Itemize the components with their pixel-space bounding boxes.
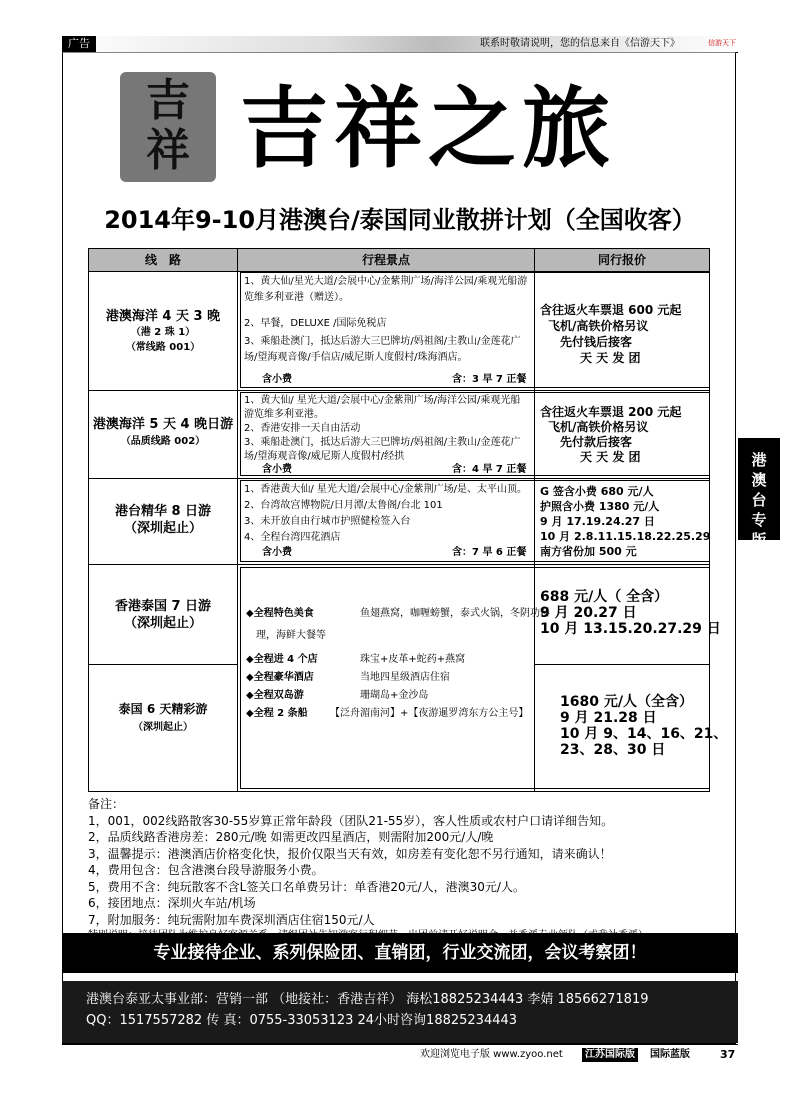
divider — [62, 1044, 738, 1045]
brand-title: 吉祥之旅 — [240, 76, 617, 180]
contact-panel — [62, 981, 738, 1043]
note-item: 4，费用包含：包含港澳台段导游服务小费。 — [88, 863, 324, 877]
route-code: （深圳起止） — [123, 616, 202, 631]
route-name: 港台精华 8 日游 — [114, 504, 212, 519]
feature-value: 鱼翅燕窝，咖喱螃蟹，泰式火锅，冬阴功料 — [360, 608, 550, 619]
route-name: 港澳海洋 5 天 4 晚日游 — [92, 417, 234, 432]
ad-tag: 广告 — [62, 36, 96, 52]
section-tab-char: 澳 — [751, 471, 767, 489]
price-line: 10 月 13.15.20.27.29 日 — [540, 621, 721, 637]
row-divider — [89, 478, 709, 479]
note-item: 2，品质线路香港房差：280元/晚 如需更改四星酒店，则需附加200元/人/晚 — [88, 830, 494, 844]
price-line: 含往返火车票退 600 元起 — [540, 303, 682, 317]
headline: 2014年9-10月港澳台/泰国同业散拼计划（全国收客） — [104, 206, 696, 234]
route-code: （常线路 001） — [125, 342, 201, 353]
price-line: 飞机/高铁价格另议 — [548, 319, 649, 333]
feature-item — [246, 670, 450, 686]
route-name: 香港泰国 7 日游 — [114, 599, 212, 614]
contact-line: 港澳台泰亚太事业部：营销一部 （地接社：香港吉祥） 海松18825234443 李婧 18566271819 — [86, 992, 649, 1007]
feature-label: ◆全程 2 条船 — [246, 708, 308, 719]
edition-label: 国际蓝版 — [650, 1049, 690, 1060]
section-tab-char: 台 — [751, 491, 767, 509]
route-code: （港 2 珠 1） — [130, 327, 196, 338]
price-line: 10 月 2.8.11.15.18.22.25.29 — [540, 530, 711, 543]
price-line: 10 月 9、14、16、21、 — [560, 726, 728, 742]
price-line: 护照含小费 1380 元/人 — [540, 500, 660, 513]
feature-label: ◆全程双岛游 — [246, 690, 304, 701]
itinerary-item: 3、未开放自由行城市护照健检签入台 — [244, 516, 411, 527]
feature-value: 当地四星级酒店住宿 — [360, 672, 450, 683]
itinerary-item: 2、香港安排一天自由活动 — [244, 423, 361, 434]
itinerary-item: 4、全程台湾四花酒店 — [244, 532, 341, 543]
edition-badge: 江苏国际版 — [582, 1048, 638, 1062]
price-line: 23、28、30 日 — [560, 742, 666, 758]
column-header-route: 线 路 — [144, 253, 181, 267]
route-code: （深圳起止） — [133, 722, 193, 733]
note-item: 7，附加服务：纯玩需附加车费深圳酒店住宿150元/人 — [88, 912, 375, 927]
price-line: 1680 元/人（全含） — [560, 694, 693, 710]
feature-item — [246, 606, 550, 622]
notes — [88, 796, 718, 945]
publication-logo: 信游天下 — [708, 39, 736, 47]
page-number: 37 — [720, 1048, 736, 1061]
route-code: （品质线路 002） — [120, 436, 206, 447]
feature-item — [246, 688, 429, 704]
route-code: （深圳起止） — [123, 521, 202, 536]
column-header-price: 同行报价 — [597, 253, 646, 267]
contact-line: QQ：1517557282 传 真：0755-33053123 24小时咨询18825234443 — [86, 1013, 518, 1028]
route-name: 泰国 6 天精彩游 — [118, 702, 208, 716]
feature-label: ◆全程豪华酒店 — [246, 672, 314, 683]
row-divider — [89, 664, 237, 665]
section-tab-char: 港 — [751, 451, 767, 469]
itinerary-item: 3、乘船赴澳门，抵达后游大三巴牌坊/妈祖阁/主教山/金莲花广场/望海观音像/手信店/威尼斯人度假村/珠海酒店。 — [244, 336, 521, 363]
feature-label: ◆全程进 4 个店 — [246, 654, 318, 665]
note-item: 3，温馨提示：港澳酒店价格变化快，报价仅限当天有效，如房差有变化恕不另行通知，请来确认！ — [88, 846, 612, 861]
logo-char-2: 祥 — [146, 125, 190, 176]
section-tab-char: 专 — [751, 511, 767, 529]
row-divider — [89, 564, 709, 565]
itinerary-item: 1、黄大仙/ 星光大道/会展中心/金紫荆广场/海洋公园/乘观光船游览维多利亚港。 — [244, 395, 521, 420]
price-line: 含往返火车票退 200 元起 — [540, 405, 682, 419]
meal-note: 含：3 早 7 正餐 — [452, 374, 527, 385]
itinerary-item: 3、乘船赴澳门，抵达后游大三巴牌坊/妈祖阁/主教山/金莲花广场/望海观音像/威尼斯人度假村/经拱 — [244, 437, 521, 462]
tip-note: 含小费 — [262, 547, 292, 558]
price-line: 飞机/高铁价格另议 — [548, 420, 649, 434]
section-tab-char: 版 — [751, 531, 767, 549]
page-footer — [0, 1046, 800, 1064]
price-line: 9 月 17.19.24.27 日 — [540, 515, 655, 528]
feature-value: 【泛舟湄南河】+【夜游暹罗湾东方公主号】 — [330, 708, 529, 719]
price-line: G 签含小费 680 元/人 — [540, 485, 654, 498]
feature-value: 珠宝+皮革+蛇药+燕窝 — [360, 654, 466, 665]
price-line: 南方省份加 500 元 — [540, 545, 637, 558]
feature-item — [246, 652, 466, 668]
route-name: 港澳海洋 4 天 3 晚 — [105, 309, 221, 324]
notes-heading: 备注： — [88, 797, 125, 811]
price-line: 先付款后接客 — [560, 435, 633, 449]
tip-note: 含小费 — [262, 464, 292, 475]
column-header-itinerary: 行程景点 — [361, 253, 410, 267]
itinerary-item: 1、黄大仙/星光大道/会展中心/金紫荆广场/海洋公园/乘观光船游览维多利亚港（赠送）。 — [244, 276, 528, 303]
feature-label: ◆全程特色美食 — [246, 608, 314, 619]
note-item: 1，001，002线路散客30-55岁算正常年龄段（团队21-55岁），客人性质或农村户口请详细告知。 — [88, 813, 614, 828]
brand-logo-text — [120, 76, 216, 176]
price-line: 688 元/人（ 全含） — [540, 589, 669, 605]
note-item: 5，费用不含：纯玩散客不含L签关口名单费另计：单香港20元/人，港澳30元/人。 — [88, 879, 525, 894]
tip-note: 含小费 — [262, 374, 292, 385]
itinerary-item: 2、早餐，DELUXE /国际免税店 — [244, 318, 387, 329]
feature-item — [246, 706, 529, 722]
section-tab — [738, 438, 780, 549]
price-line: 9 月 21.28 日 — [560, 710, 657, 726]
logo-char-1: 吉 — [146, 75, 190, 126]
note-item: 6，接团地点：深圳火车站/机场 — [88, 896, 256, 910]
itinerary-item: 1、香港黄大仙/ 星光大道/会展中心/金紫荆广场/是、太平山顶。 — [244, 484, 528, 495]
row-divider — [89, 390, 709, 391]
price-line: 先付钱后接客 — [560, 335, 633, 349]
source-note: 联系时敬请说明，您的信息来自《信游天下》 — [480, 38, 680, 49]
feature-item — [256, 628, 326, 644]
price-line: 9 月 20.27 日 — [540, 605, 637, 621]
website-note: 欢迎浏览电子版 www.zyoo.net — [420, 1049, 563, 1060]
column-divider — [237, 249, 238, 791]
feature-value: 珊瑚岛+金沙岛 — [360, 690, 429, 701]
feature-value: 理，海鲜大餐等 — [256, 630, 326, 641]
itinerary-item: 2、台湾故宫博物院/日月潭/太鲁阁/台北 101 — [244, 500, 443, 511]
price-line: 天 天 发 团 — [580, 351, 641, 365]
price-line: 天 天 发 团 — [580, 450, 641, 464]
meal-note: 含：4 早 7 正餐 — [452, 464, 527, 475]
slogan-banner: 专业接待企业、系列保险团、直销团，行业交流团，会议考察团！ — [62, 933, 738, 973]
meal-note: 含：7 早 6 正餐 — [452, 547, 527, 558]
